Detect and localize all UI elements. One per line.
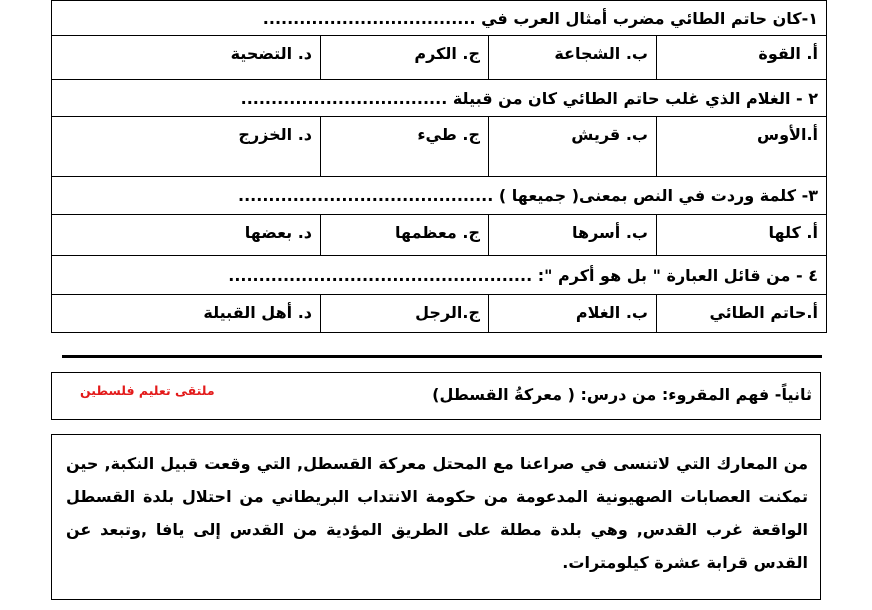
question-text: ١-كان حاتم الطائي مضرب أمثال العرب في ................................... — [52, 1, 827, 36]
question-row — [52, 177, 827, 215]
option-b[interactable]: ب. قريش — [489, 117, 657, 177]
option-a[interactable]: أ. القوة — [657, 36, 827, 80]
option-c[interactable]: ج. الكرم — [321, 36, 489, 80]
question-text: ٤ - من قائل العبارة " بل هو أكرم ": .................................................. — [52, 256, 827, 295]
quiz-table — [51, 0, 827, 333]
question-text: ٢ - الغلام الذي غلب حاتم الطائي كان من قبيلة .................................. — [52, 80, 827, 117]
options-row — [52, 36, 827, 80]
option-d[interactable]: د. أهل القبيلة — [52, 295, 321, 333]
brand-label: ملتقى تعليم فلسطين — [80, 383, 215, 398]
option-c[interactable]: ج.الرجل — [321, 295, 489, 333]
section-header-box — [51, 372, 821, 420]
option-b[interactable]: ب. الغلام — [489, 295, 657, 333]
question-text: ٣- كلمة وردت في النص بمعنى( جميعها ) .......................................... — [52, 177, 827, 215]
option-d[interactable]: د. الخزرج — [52, 117, 321, 177]
passage-box — [51, 434, 821, 600]
section-divider — [62, 355, 822, 358]
option-a[interactable]: أ.حاتم الطائي — [657, 295, 827, 333]
options-row — [52, 215, 827, 256]
question-row — [52, 80, 827, 117]
option-b[interactable]: ب. أسرها — [489, 215, 657, 256]
passage-text: من المعارك التي لاتنسى في صراعنا مع المحتل معركة القسطل, التي وقعت قبيل النكبة, حين تمكنت العصابات الصهيونية المدعومة من حكومة الانتداب البريطاني من احتلال بلدة القسطل الواقعة غرب القدس, وهي بلدة مطلة على الطريق المؤدية من القدس إلى يافا ,وتبعد عن القدس قرابة عشرة كيلومترات. — [66, 454, 808, 572]
option-b[interactable]: ب. الشجاعة — [489, 36, 657, 80]
options-row — [52, 295, 827, 333]
question-row — [52, 256, 827, 295]
section-title: ثانياً- فهم المقروء: من درس: ( معركةُ القسطل) — [432, 385, 812, 404]
option-a[interactable]: أ. كلها — [657, 215, 827, 256]
option-a[interactable]: أ.الأوس — [657, 117, 827, 177]
option-c[interactable]: ج. طيء — [321, 117, 489, 177]
options-row — [52, 117, 827, 177]
option-d[interactable]: د. التضحية — [52, 36, 321, 80]
option-c[interactable]: ج. معظمها — [321, 215, 489, 256]
question-row — [52, 1, 827, 36]
option-d[interactable]: د. بعضها — [52, 215, 321, 256]
